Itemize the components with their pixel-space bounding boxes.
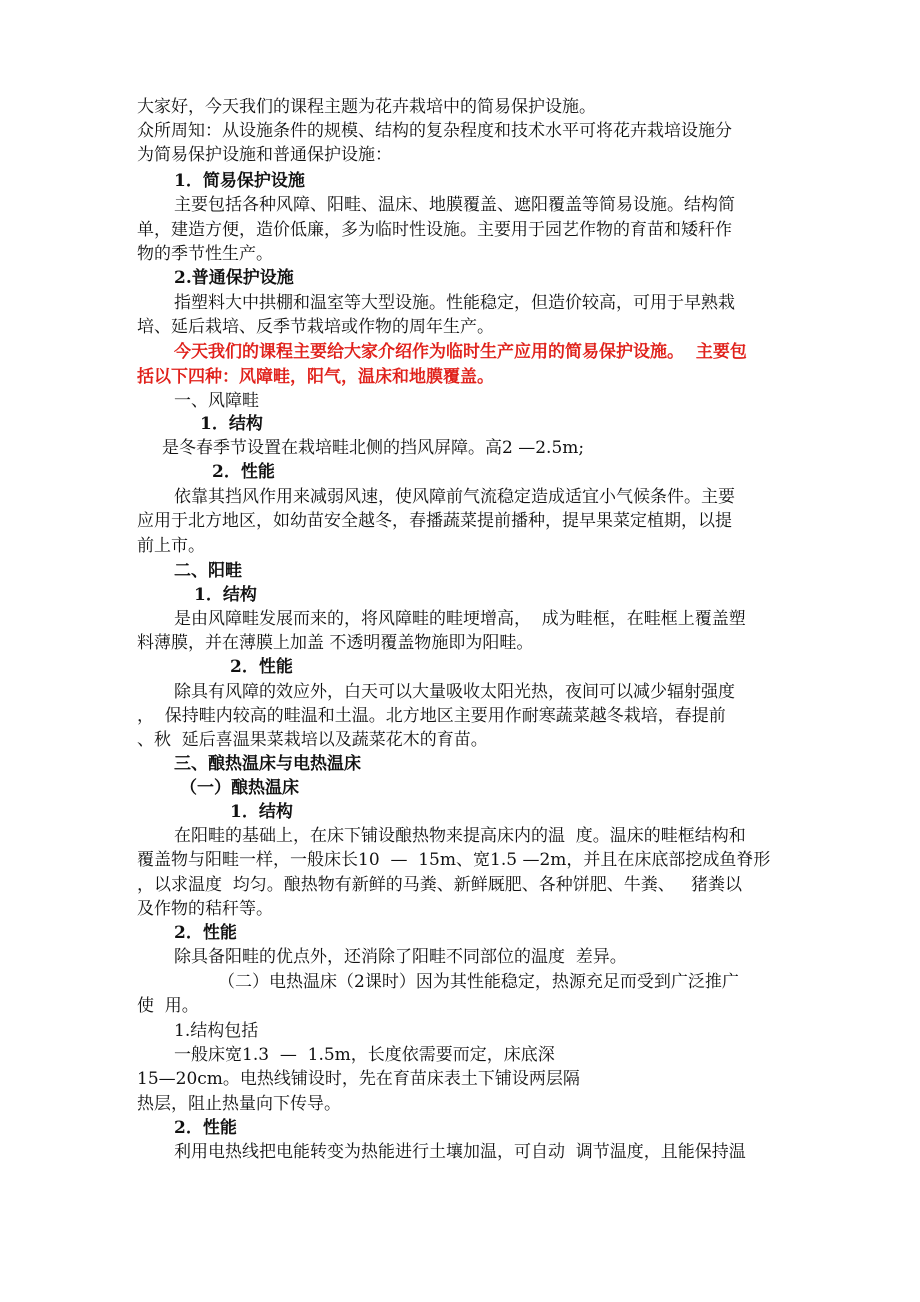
highlight-line: 括以下四种：风障畦，阳气，温床和地膜覆盖。	[137, 367, 494, 387]
text-line: 是由风障畦发展而来的，将风障畦的畦埂增高， 成为畦框，在畦框上覆盖塑	[174, 609, 746, 629]
section-heading: 2.普通保护设施	[174, 268, 294, 288]
text-line: ，以求温度 均匀。酿热物有新鲜的马粪、新鲜厩肥、各种饼肥、牛粪、 猪粪以	[137, 875, 743, 895]
text-line: 物的季节性生产。	[137, 244, 273, 264]
subsection-heading: 1．结构	[194, 585, 257, 605]
text-line: 应用于北方地区，如幼苗安全越冬，春播蔬菜提前播种，提早果菜定植期，以提	[137, 511, 732, 531]
text-line: 前上市。	[137, 536, 205, 556]
text-line: 除具备阳畦的优点外，还消除了阳畦不同部位的温度 差异。	[174, 947, 627, 967]
text-line: 利用电热线把电能转变为热能进行土壤加温，可自动 调节温度，且能保持温	[174, 1142, 746, 1162]
text-line: 众所周知：从设施条件的规模、结构的复杂程度和技术水平可将花卉栽培设施分	[137, 121, 732, 141]
text-line: 为简易保护设施和普通保护设施：	[137, 145, 392, 165]
text-line: 是冬春季节设置在栽培畦北侧的挡风屏障。高2 —2.5m;	[162, 438, 585, 458]
text-line: 单，建造方便，造价低廉，多为临时性设施。主要用于园艺作物的育苗和矮秆作	[137, 220, 732, 240]
text-line: 在阳畦的基础上，在床下铺设酿热物来提高床内的温 度。温床的畦框结构和	[174, 826, 746, 846]
section-heading: 1．简易保护设施	[174, 171, 305, 191]
text-line: 热层，阻止热量向下传导。	[137, 1094, 341, 1114]
subsection-heading: 2．性能	[174, 1118, 237, 1138]
text-line: 指塑料大中拱棚和温室等大型设施。性能稳定，但造价较高，可用于早熟栽	[174, 293, 735, 313]
highlight-line: 今天我们的课程主要给大家介绍作为临时生产应用的简易保护设施。 主要包	[174, 342, 747, 362]
section-heading: 三、酿热温床与电热温床	[174, 754, 361, 774]
subsection-heading: 2．性能	[174, 923, 237, 943]
subsection-heading: 2．性能	[212, 462, 275, 482]
subsection-heading: 1．结构	[230, 802, 293, 822]
text-line: 15—20cm。电热线铺设时，先在育苗床表土下铺设两层隔	[137, 1069, 580, 1089]
text-line: ， 保持畦内较高的畦温和土温。北方地区主要用作耐寒蔬菜越冬栽培，春提前	[137, 706, 726, 726]
subsection-heading: （二）电热温床（2课时）因为其性能稳定，热源充足而受到广泛推广	[218, 972, 739, 992]
text-line: 一般床宽1.3 — 1.5m，长度依需要而定，床底深	[174, 1045, 555, 1065]
section-heading: 二、阳畦	[174, 561, 242, 581]
text-line: 使 用。	[137, 996, 199, 1016]
subsection-heading: 1．结构	[200, 414, 263, 434]
section-heading: 一、风障畦	[174, 391, 259, 411]
text-line: 依靠其挡风作用来减弱风速，使风障前气流稳定造成适宜小气候条件。主要	[174, 487, 735, 507]
text-line: 、秋 延后喜温果菜栽培以及蔬菜花木的育苗。	[137, 730, 488, 750]
text-line: 主要包括各种风障、阳畦、温床、地膜覆盖、遮阳覆盖等简易设施。结构简	[174, 195, 735, 215]
text-line: 除具有风障的效应外，白天可以大量吸收太阳光热，夜间可以减少辐射强度	[174, 682, 735, 702]
subsection-heading: （一）酿热温床	[180, 778, 299, 798]
text-line: 大家好，今天我们的课程主题为花卉栽培中的简易保护设施。	[137, 97, 596, 117]
text-line: 料薄膜，并在薄膜上加盖 不透明覆盖物施即为阳畦。	[137, 633, 534, 653]
subsection-heading: 2．性能	[230, 657, 293, 677]
text-line: 培、延后栽培、反季节栽培或作物的周年生产。	[137, 317, 494, 337]
text-line: 覆盖物与阳畦一样，一般床长10 — 15m、宽1.5 —2m，并且在床底部挖成鱼脊形	[137, 850, 771, 870]
text-line: 及作物的秸秆等。	[137, 899, 273, 919]
subsection-heading: 1.结构包括	[174, 1021, 259, 1041]
